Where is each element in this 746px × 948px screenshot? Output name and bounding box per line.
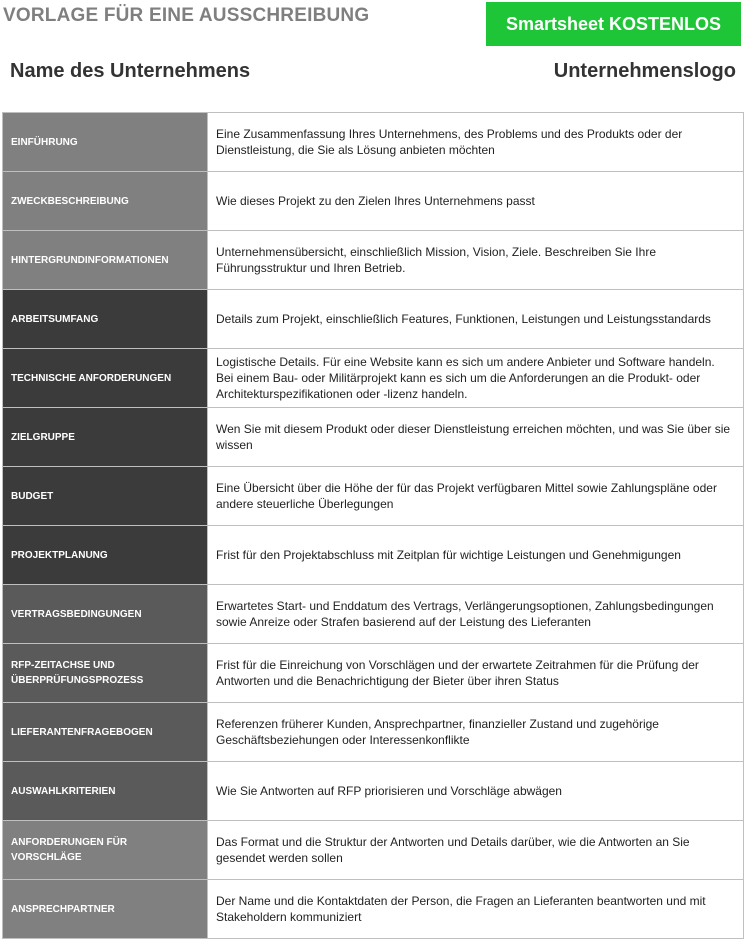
section-description: Der Name und die Kontaktdaten der Person, die Fragen an Lieferanten beantworten und mit Stakeholdern kommuniziert (208, 880, 744, 939)
section-label: HINTERGRUNDINFORMATIONEN (3, 231, 208, 290)
table-row (3, 585, 744, 644)
table-row (3, 644, 744, 703)
section-label: RFP-ZEITACHSE UND ÜBERPRÜFUNGSPROZESS (3, 644, 208, 703)
table-row (3, 113, 744, 172)
section-description: Eine Zusammenfassung Ihres Unternehmens, des Problems und des Produkts oder der Dienstleistung, die Sie als Lösung anbieten möchten (208, 113, 744, 172)
section-label: ANFORDERUNGEN FÜR VORSCHLÄGE (3, 821, 208, 880)
table-row (3, 290, 744, 349)
table-row (3, 349, 744, 408)
section-label: TECHNISCHE ANFORDERUNGEN (3, 349, 208, 408)
table-row (3, 762, 744, 821)
table-row (3, 408, 744, 467)
section-description: Frist für die Einreichung von Vorschlägen und der erwartete Zeitrahmen für die Prüfung der Antworten und die Benachrichtigung der Bieter über ihren Status (208, 644, 744, 703)
section-description: Details zum Projekt, einschließlich Features, Funktionen, Leistungen und Leistungsstandards (208, 290, 744, 349)
section-description: Wen Sie mit diesem Produkt oder dieser Dienstleistung erreichen möchten, und was Sie über sie wissen (208, 408, 744, 467)
section-label: ZIELGRUPPE (3, 408, 208, 467)
section-description: Erwartetes Start- und Enddatum des Vertrags, Verlängerungsoptionen, Zahlungsbedingungen sowie Anreize oder Strafen basierend auf der Leistung des Lieferanten (208, 585, 744, 644)
table-row (3, 880, 744, 939)
section-description: Logistische Details. Für eine Website kann es sich um andere Anbieter und Software handeln. Bei einem Bau- oder Militärprojekt kann es sich um die Anforderungen an die Produkt- oder Architekturspezifikationen oder -lizenz handeln. (208, 349, 744, 408)
company-logo-placeholder: Unternehmenslogo (553, 60, 736, 82)
table-row (3, 467, 744, 526)
section-label: VERTRAGSBEDINGUNGEN (3, 585, 208, 644)
section-description: Wie dieses Projekt zu den Zielen Ihres Unternehmens passt (208, 172, 744, 231)
section-label: EINFÜHRUNG (3, 113, 208, 172)
section-description: Unternehmensübersicht, einschließlich Mission, Vision, Ziele. Beschreiben Sie Ihre Führungsstruktur und Ihren Betrieb. (208, 231, 744, 290)
section-description: Referenzen früherer Kunden, Ansprechpartner, finanzieller Zustand und zugehörige Geschäftsbeziehungen oder Interessenkonflikte (208, 703, 744, 762)
section-label: LIEFERANTENFRAGEBOGEN (3, 703, 208, 762)
section-label: ZWECKBESCHREIBUNG (3, 172, 208, 231)
section-label: ANSPRECHPARTNER (3, 880, 208, 939)
section-description: Wie Sie Antworten auf RFP priorisieren und Vorschläge abwägen (208, 762, 744, 821)
section-label: BUDGET (3, 467, 208, 526)
section-label: ARBEITSUMFANG (3, 290, 208, 349)
page-title: VORLAGE FÜR EINE AUSSCHREIBUNG (3, 5, 370, 26)
table-row (3, 172, 744, 231)
table-row (3, 821, 744, 880)
table-row (3, 231, 744, 290)
smartsheet-cta-button[interactable]: Smartsheet KOSTENLOS (486, 2, 741, 46)
rfp-table (2, 112, 744, 939)
company-name: Name des Unternehmens (10, 60, 251, 82)
section-label: AUSWAHLKRITERIEN (3, 762, 208, 821)
table-row (3, 526, 744, 585)
section-label: PROJEKTPLANUNG (3, 526, 208, 585)
section-description: Frist für den Projektabschluss mit Zeitplan für wichtige Leistungen und Genehmigungen (208, 526, 744, 585)
section-description: Eine Übersicht über die Höhe der für das Projekt verfügbaren Mittel sowie Zahlungspläne oder andere steuerliche Überlegungen (208, 467, 744, 526)
table-row (3, 703, 744, 762)
section-description: Das Format und die Struktur der Antworten und Details darüber, wie die Antworten an Sie gesendet werden sollen (208, 821, 744, 880)
